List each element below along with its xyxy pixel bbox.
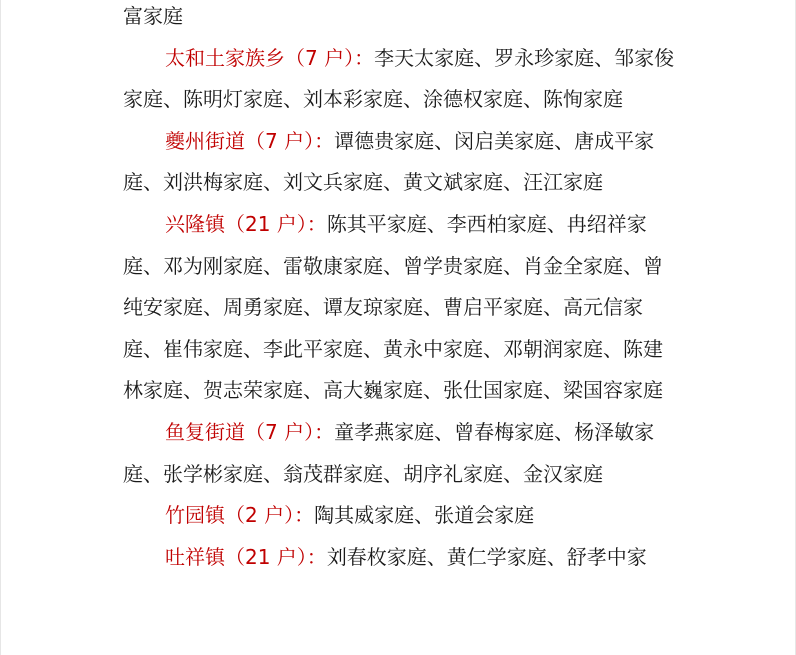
paragraph-continuation	[123, 0, 681, 38]
place-label: 太和土家族乡（7 户）：	[165, 45, 375, 70]
names-text: 陶其威家庭、张道会家庭	[314, 503, 535, 528]
paragraph-taihe	[123, 38, 681, 121]
names-text: 陈其平家庭、李西柏家庭、冉绍祥家庭、邓为刚家庭、雷敬康家庭、曾学贵家庭、肖金全家庭、曾纯安家庭、周勇家庭、谭友琼家庭、曹启平家庭、高元信家庭、崔伟家庭、李此平家庭、黄永中家庭、邓朝润家庭、陈建林家庭、贺志荣家庭、高大巍家庭、张仕国家庭、梁国容家庭	[123, 211, 663, 403]
names-text: 刘春枚家庭、黄仁学家庭、舒孝中家	[326, 544, 647, 569]
names-text: 谭德贵家庭、闵启美家庭、唐成平家庭、刘洪梅家庭、刘文兵家庭、黄文斌家庭、汪江家庭	[123, 128, 655, 195]
paragraph-yufu	[123, 412, 681, 495]
names-text: 李天太家庭、罗永珍家庭、邹家俊家庭、陈明灯家庭、刘本彩家庭、涂德权家庭、陈恂家庭	[123, 45, 675, 112]
names-text: 童孝燕家庭、曾春梅家庭、杨泽敏家庭、张学彬家庭、翁茂群家庭、胡序礼家庭、金汉家庭	[123, 419, 655, 486]
place-label: 夔州街道（7 户）：	[165, 128, 335, 153]
paragraph-kuizhou	[123, 121, 681, 204]
paragraph-tuxiang	[123, 537, 681, 579]
place-label: 鱼复街道（7 户）：	[165, 419, 335, 444]
paragraph-zhuyuan	[123, 495, 681, 537]
names-text: 富家庭	[123, 4, 183, 28]
place-label: 兴隆镇（21 户）：	[165, 211, 327, 236]
paragraph-xinglong	[123, 204, 681, 412]
place-label: 竹园镇（2 户）：	[165, 503, 315, 528]
place-label: 吐祥镇（21 户）：	[165, 544, 327, 569]
article-body	[123, 0, 681, 578]
